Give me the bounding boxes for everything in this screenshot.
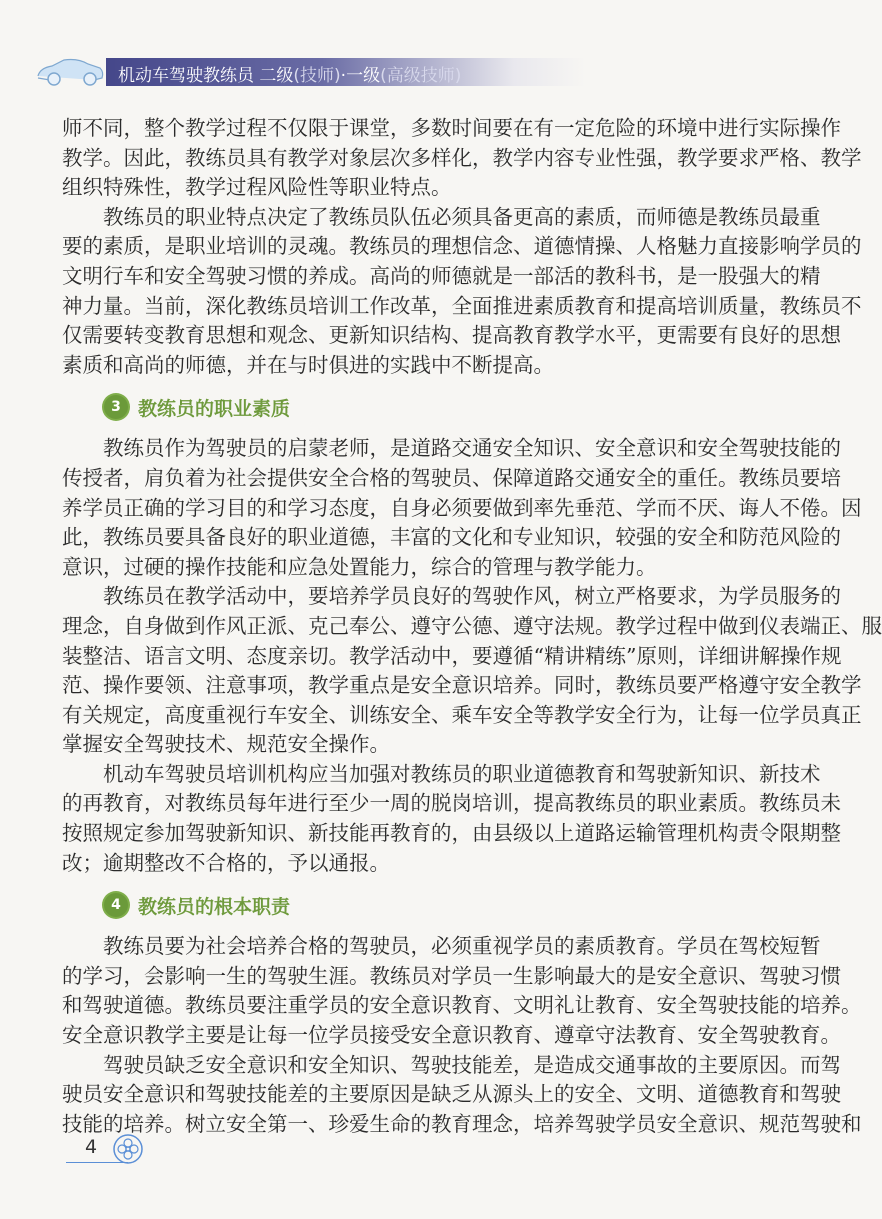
text-line: 的学习，会影响一生的驾驶生涯。教练员对学员一生影响最大的是安全意识、驾驶习惯 [62, 963, 841, 988]
header-title-part2: (高级技师) [380, 66, 462, 86]
paragraph [62, 203, 862, 381]
section-heading [62, 388, 766, 426]
text-line: 驾驶员缺乏安全意识和安全知识、驾驶技能差，是造成交通事故的主要原因。而驾 [103, 1052, 841, 1077]
section-heading-text: 教练员的根本职责 [138, 895, 291, 918]
header-band [106, 58, 586, 86]
text-line: 组织特殊性，教学过程风险性等职业特点。 [62, 175, 452, 200]
paragraph [62, 582, 882, 760]
text-line: 仅需要转变教育思想和观念、更新知识结构、提高教育教学水平，更需要有良好的思想 [62, 323, 841, 348]
car-icon [34, 54, 106, 88]
paragraph [62, 1051, 862, 1140]
text-line: 素质和高尚的师德，并在与时俱进的实践中不断提高。 [62, 352, 554, 377]
text-line: 教学。因此，教练员具有教学对象层次多样化，教学内容专业性强，教学要求严格、教学 [62, 145, 862, 170]
header-title-level: 一级 [346, 66, 381, 86]
text-line: 改；逾期整改不合格的，予以通报。 [62, 850, 390, 875]
text-line: 教练员要为社会培养合格的驾驶员，必须重视学员的素质教育。学员在驾校短暂 [103, 934, 821, 959]
text-line: 要的素质，是职业培训的灵魂。教练员的理想信念、道德情操、人格魅力直接影响学员的 [62, 234, 862, 259]
wheel-icon [112, 1133, 144, 1165]
text-line: 机动车驾驶员培训机构应当加强对教练员的职业道德教育和驾驶新知识、新技术 [103, 761, 821, 786]
page-number: 4 [85, 1136, 98, 1158]
text-line: 教练员作为驾驶员的启蒙老师，是道路交通安全知识、安全意识和安全驾驶技能的 [103, 436, 841, 461]
text-line: 范、操作要领、注意事项，教学重点是安全意识培养。同时，教练员要严格遵守安全教学 [62, 673, 862, 698]
header-title-main: 机动车驾驶教练员 二级 [118, 66, 294, 86]
text-line: 掌握安全驾驶技术、规范安全操作。 [62, 732, 390, 757]
text-line: 教练员的职业特点决定了教练员队伍必须具备更高的素质，而师德是教练员最重 [103, 204, 821, 229]
text-line: 师不同，整个教学过程不仅限于课堂，多数时间要在有一定危险的环境中进行实际操作 [62, 116, 841, 140]
section-heading [62, 886, 766, 924]
section-heading-text: 教练员的职业素质 [138, 397, 291, 420]
text-line: 有关规定，高度重视行车安全、训练安全、乘车安全等教学安全行为，让每一位学员真正 [62, 702, 862, 727]
text-line: 装整洁、语言文明、态度亲切。教学活动中，要遵循“精讲精练”原则，详细讲解操作规 [62, 643, 842, 668]
header-title [118, 61, 461, 86]
text-line: 和驾驶道德。教练员要注重学员的安全意识教育、文明礼让教育、安全驾驶技能的培养。 [62, 993, 862, 1018]
text-line: 安全意识教学主要是让每一位学员接受安全意识教育、遵章守法教育、安全驾驶教育。 [62, 1023, 841, 1048]
text-line: 技能的培养。树立安全第一、珍爱生命的教育理念，培养驾驶学员安全意识、规范驾驶和 [62, 1111, 862, 1136]
text-line: 教练员在教学活动中，要培养学员良好的驾驶作风，树立严格要求，为学员服务的 [103, 584, 841, 609]
body-text [62, 114, 882, 1139]
text-line: 文明行车和安全驾驶习惯的养成。高尚的师德就是一部活的教科书，是一股强大的精 [62, 263, 821, 288]
section-number-badge: 4 [104, 893, 128, 917]
text-line: 传授者，肩负着为社会提供安全合格的驾驶员、保障道路交通安全的重任。教练员要培 [62, 465, 841, 490]
header-title-part1: (技师) [293, 66, 341, 86]
text-line: 神力量。当前，深化教练员培训工作改革，全面推进素质教育和提高培训质量，教练员不 [62, 293, 862, 318]
paragraph [62, 760, 841, 878]
text-line: 理念，自身做到作风正派、克己奉公、遵守公德、遵守法规。教学过程中做到仪表端正、服 [62, 613, 882, 638]
text-line: 按照规定参加驾驶新知识、新技能再教育的，由县级以上道路运输管理机构责令限期整 [62, 821, 841, 846]
text-line: 的再教育，对教练员每年进行至少一周的脱岗培训，提高教练员的职业素质。教练员未 [62, 791, 841, 816]
text-line: 驶员安全意识和驾驶技能差的主要原因是缺乏从源头上的安全、文明、道德教育和驾驶 [62, 1082, 841, 1107]
paragraph [62, 114, 862, 203]
paragraph [62, 434, 862, 582]
section-number-badge: 3 [104, 395, 128, 419]
text-line: 意识，过硬的操作技能和应急处置能力，综合的管理与教学能力。 [62, 554, 657, 579]
running-header [30, 52, 590, 90]
header-title-dot: · [340, 66, 347, 86]
page-footer [66, 1132, 156, 1168]
paragraph [62, 932, 862, 1050]
text-line: 此，教练员要具备良好的职业道德，丰富的文化和专业知识，较强的安全和防范风险的 [62, 525, 841, 550]
text-line: 养学员正确的学习目的和学习态度，自身必须要做到率先垂范、学而不厌、诲人不倦。因 [62, 495, 862, 520]
